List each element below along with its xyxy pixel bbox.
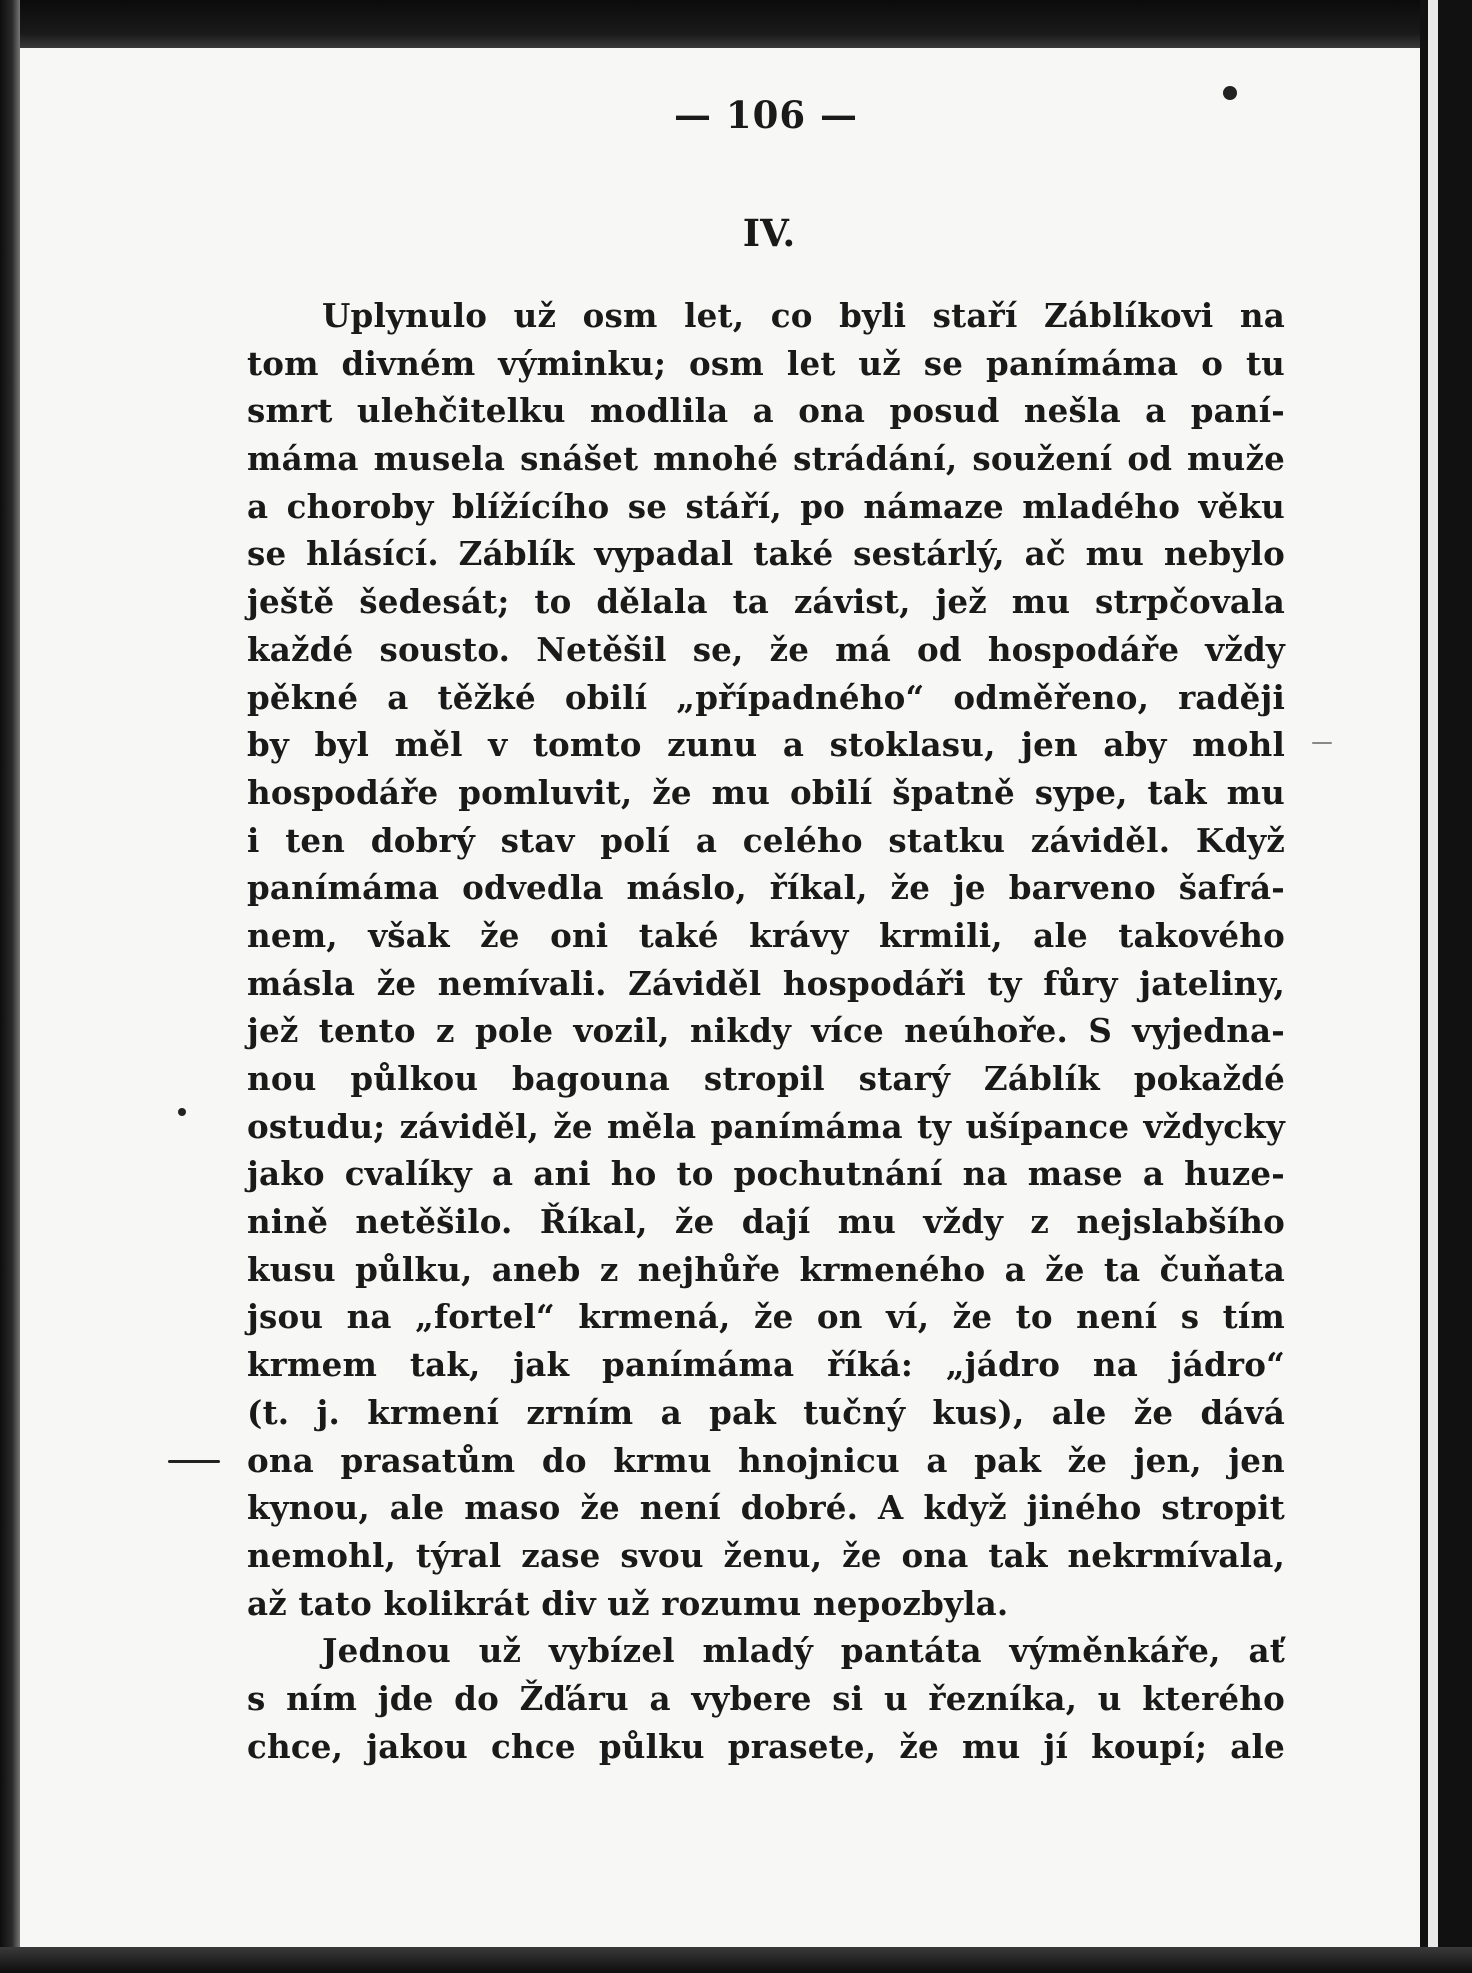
text-line: tom divném výminku; osm let už se panímáma o tu <box>247 343 1285 383</box>
scan-border-bottom <box>0 1947 1472 1973</box>
text-line: nem, však že oni také krávy krmili, ale takového <box>247 915 1285 955</box>
scan-border-top <box>0 0 1472 48</box>
text-line: jsou na „fortel“ krmená, že on ví, že to není s tím <box>247 1297 1285 1337</box>
text-line: ona prasatům do krmu hnojnicu a pak že jen, jen <box>247 1440 1285 1480</box>
paragraph <box>247 292 1285 1627</box>
text-line: kusu půlku, aneb z nejhůře krmeného a že ta čuňata <box>247 1249 1285 1289</box>
text-line: ostudu; záviděl, že měla panímáma ty ušípance vždycky <box>247 1106 1285 1146</box>
text-line: chce, jakou chce půlku prasete, že mu jí koupí; ale <box>247 1726 1285 1766</box>
text-line: až tato kolikrát div už rozumu nepozbyla. <box>247 1583 1009 1623</box>
text-line: hospodáře pomluvit, že mu obilí špatně sype, tak mu <box>247 772 1285 812</box>
text-line: panímáma odvedla máslo, říkal, že je barveno šafrá- <box>247 868 1285 908</box>
text-line: s ním jde do Žďáru a vybere si u řezníka, u kterého <box>247 1678 1285 1718</box>
scan-speck <box>178 1108 186 1116</box>
paragraph <box>247 1627 1285 1770</box>
text-line: másla že nemívali. Záviděl hospodáři ty fůry jateliny, <box>247 963 1285 1003</box>
text-line: Uplynulo už osm let, co byli staří Záblíkovi na <box>322 296 1285 335</box>
text-line: máma musela snášet mnohé strádání, soužení od muže <box>247 439 1285 479</box>
text-line: a choroby blížícího se stáří, po námaze mladého věku <box>247 486 1285 526</box>
text-line: pěkné a těžké obilí „případného“ odměřeno, raději <box>247 677 1285 717</box>
scan-border-right <box>1420 0 1472 1973</box>
text-line: kynou, ale maso že není dobré. A když jiného stropit <box>247 1488 1285 1528</box>
text-line: i ten dobrý stav polí a celého statku záviděl. Když <box>247 820 1285 860</box>
text-line: nině netěšilo. Říkal, že dají mu vždy z nejslabšího <box>247 1202 1285 1242</box>
text-line: jako cvalíky a ani ho to pochutnání na mase a huze- <box>247 1154 1285 1194</box>
scan-speck <box>168 1460 220 1463</box>
text-line: smrt ulehčitelku modlila a ona posud nešla a paní- <box>247 391 1285 431</box>
text-line: by byl měl v tomto zunu a stoklasu, jen aby mohl <box>247 725 1285 765</box>
text-column <box>247 90 1285 1770</box>
scan-border-left <box>0 0 20 1973</box>
scan-speck <box>1312 742 1332 744</box>
text-line: ještě šedesát; to dělala ta závist, jež mu strpčovala <box>247 582 1285 622</box>
text-line: Jednou už vybízel mladý pantáta výměnkáře, ať <box>322 1631 1285 1671</box>
text-line: (t. j. krmení zrním a pak tučný kus), ale že dává <box>247 1392 1285 1432</box>
body-text <box>247 292 1285 1770</box>
text-line: nou půlkou bagouna stropil starý Záblík pokaždé <box>247 1059 1285 1098</box>
text-line: se hlásící. Záblík vypadal také sestárlý, ač mu nebylo <box>247 534 1285 574</box>
text-line: každé sousto. Netěšil se, že má od hospodáře vždy <box>247 629 1285 669</box>
text-line: nemohl, týral zase svou ženu, že ona tak nekrmívala, <box>247 1535 1285 1575</box>
text-line: krmem tak, jak panímáma říká: „jádro na jádro“ <box>247 1345 1285 1385</box>
page-number: — 106 — <box>674 93 858 137</box>
text-line: jež tento z pole vozil, nikdy více neúhoře. S vyjedna- <box>247 1011 1285 1051</box>
chapter-heading: IV. <box>742 211 796 255</box>
